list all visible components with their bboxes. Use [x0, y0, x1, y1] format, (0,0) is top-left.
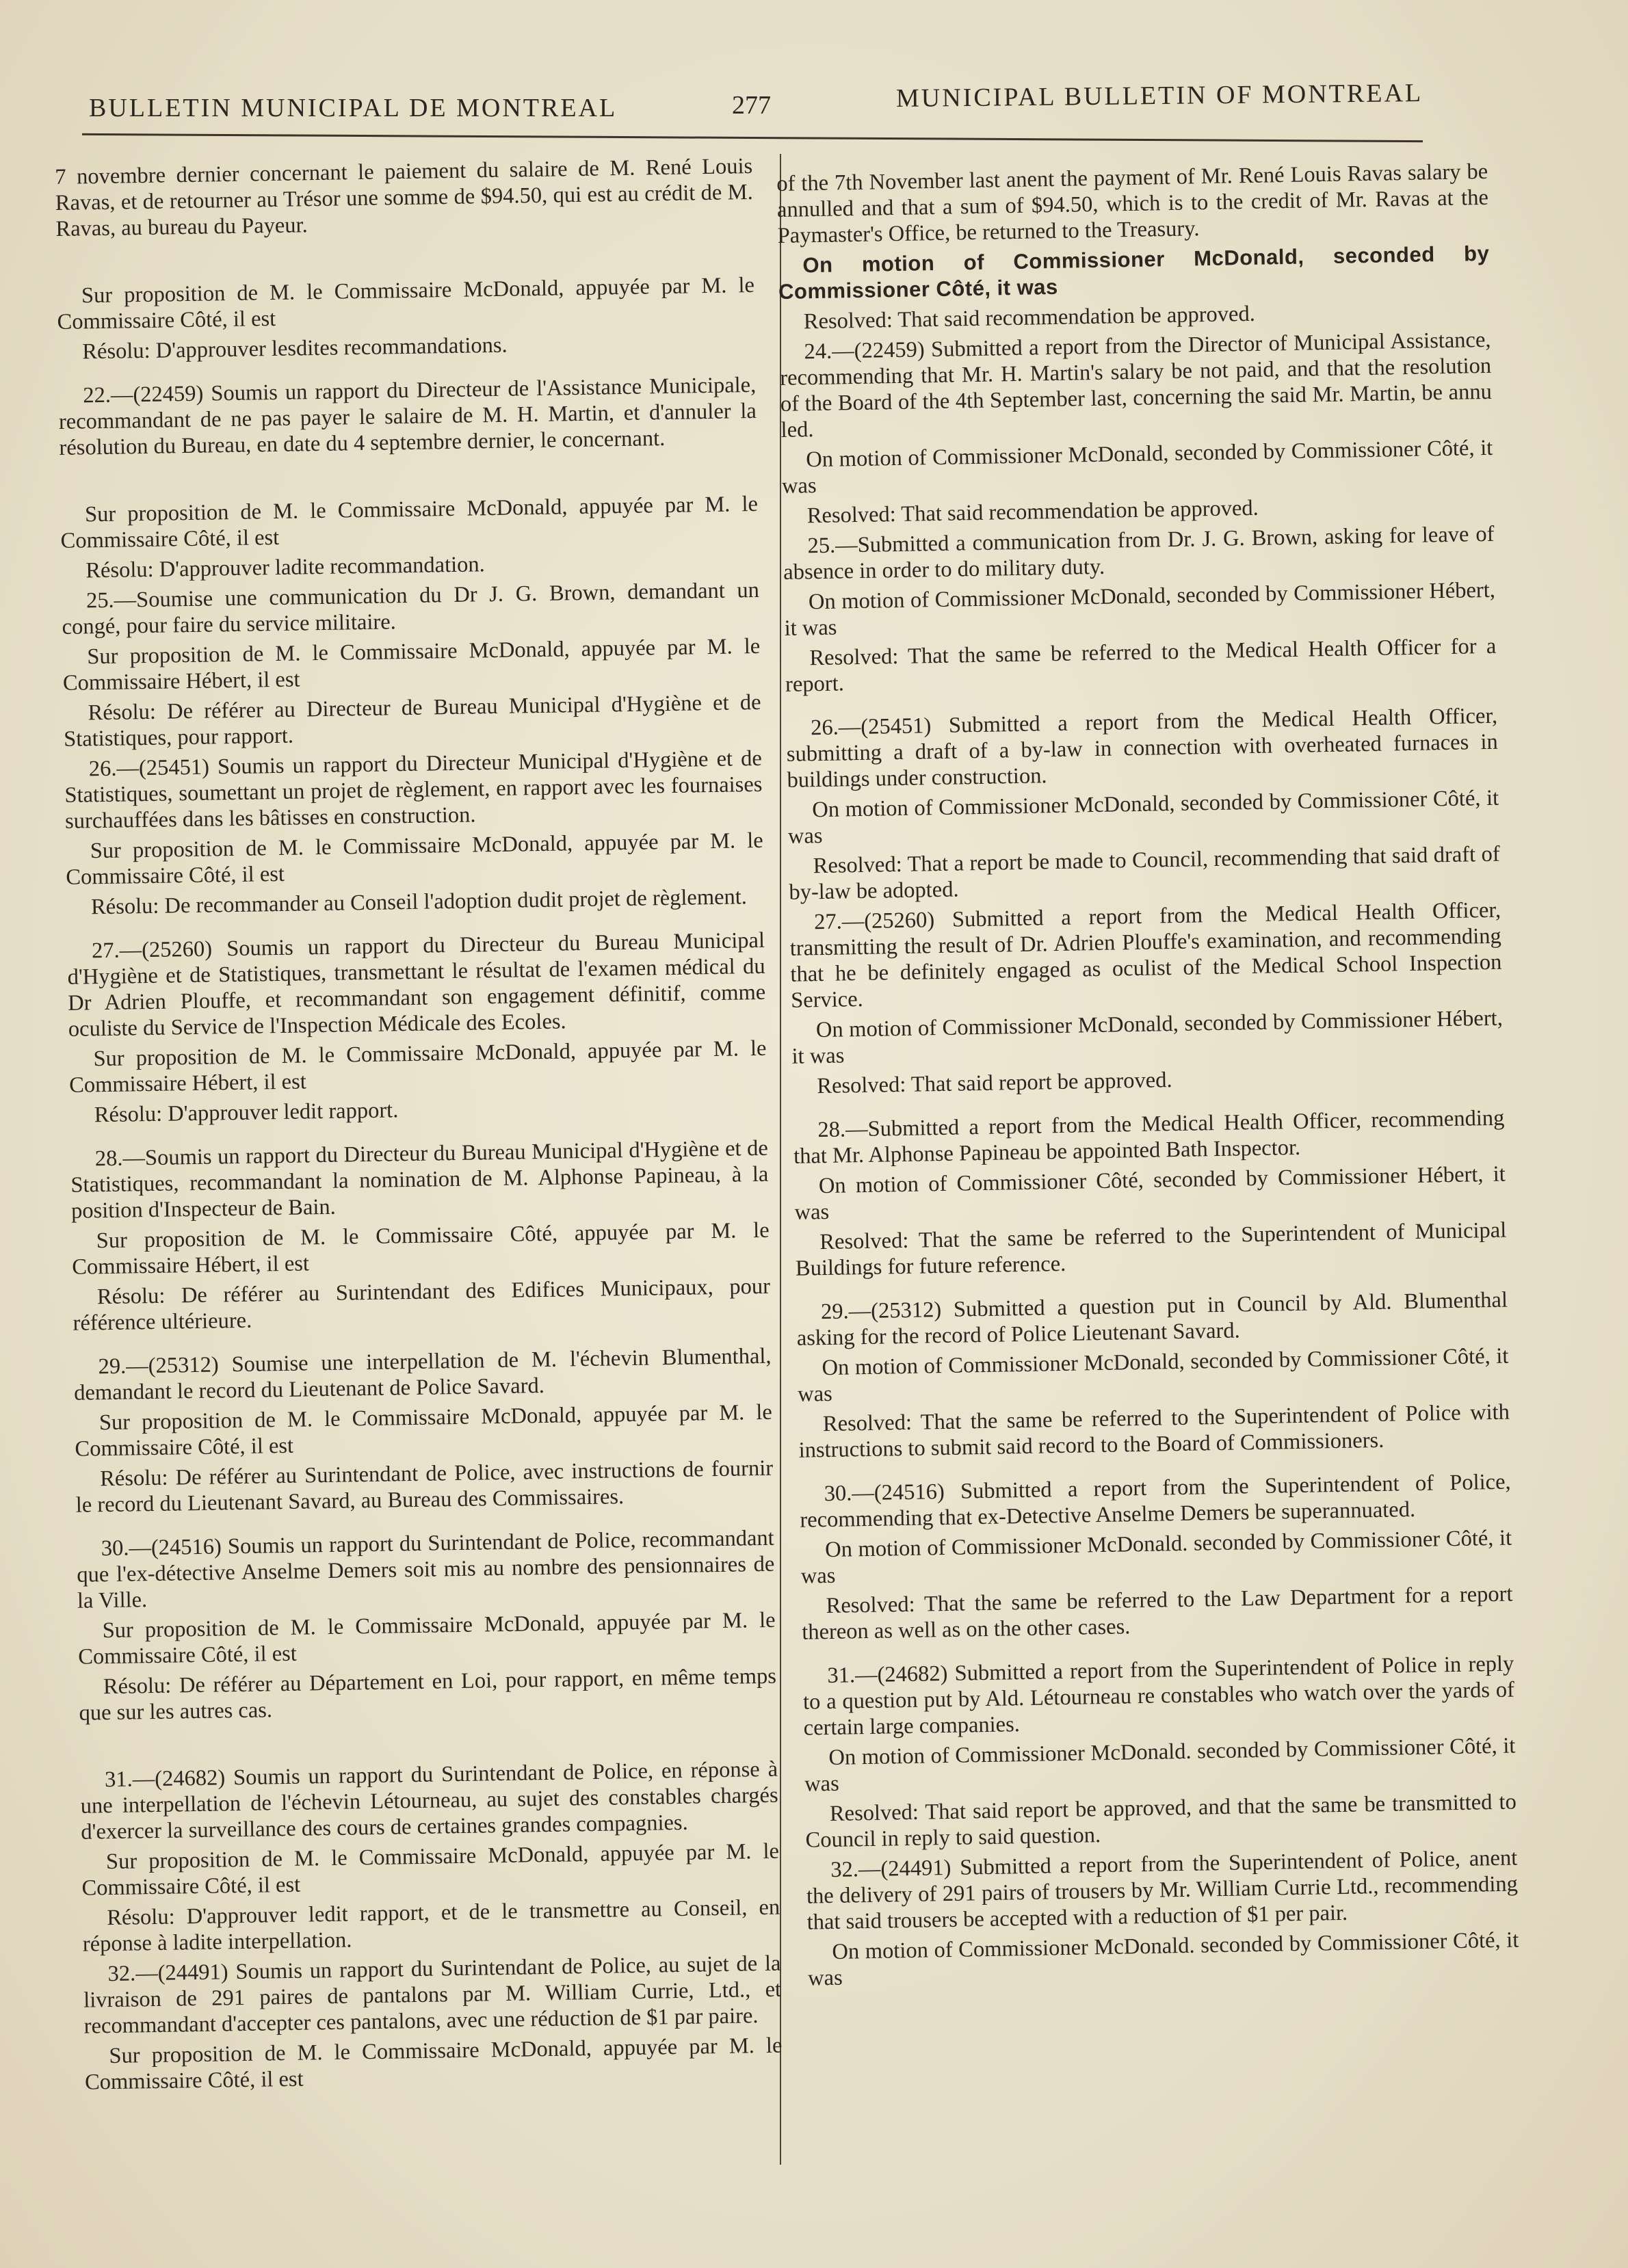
en-para: of the 7th November last anent the payment of Mr. René Louis Ravas salary be annulled and that a sum of $94.50, which is to the credit of Mr. Ravas at the Paymaster's Office, be returned to the Treasury.	[776, 159, 1489, 248]
en-para: 29.—(25312) Submitted a question put in Council by Ald. Blumenthal asking for the record of Police Lieutenant Savard.	[796, 1287, 1508, 1351]
fr-para: 29.—(25312) Soumise une interpellation de M. l'échevin Blumenthal, demandant le record du Lieutenant de Police Savard.	[73, 1343, 772, 1406]
en-para: 32.—(24491) Submitted a report from the Superintendent of Police, anent the delivery of 291 pairs of trousers by Mr. William Currie Ltd., recommending that said trousers be accepted with a reduction of $1 per pair.	[806, 1845, 1519, 1935]
fr-para: Résolu: De référer au Directeur de Bureau Municipal d'Hygiène et de Statistiques, pour rapport.	[63, 689, 761, 752]
en-para: 26.—(25451) Submitted a report from the Medical Health Officer, submitting a draft of a by-law in connection with overheated furnaces in buildings under construction.	[786, 703, 1499, 793]
fr-para: Sur proposition de M. le Commissaire McDonald, appuyée par M. le Commissaire Côté, il est	[57, 272, 755, 334]
fr-para: Sur proposition de M. le Commissaire Côté, appuyée par M. le Commissaire Hébert, il est	[72, 1217, 770, 1280]
fr-para: Sur proposition de M. le Commissaire McDonald, appuyée par M. le Commissaire Hébert, il est	[62, 633, 761, 696]
fr-para: Résolu: De recommander au Conseil l'adoption dudit projet de règlement.	[90, 884, 748, 920]
fr-para: Sur proposition de M. le Commissaire McDonald, appuyée par M. le Commissaire Côté, il est	[81, 1838, 780, 1901]
fr-para: 28.—Soumis un rapport du Directeur du Bureau Municipal d'Hygiène et de Statistiques, recommandant la nomination de M. Alphonse Papineau, à la position d'Inspecteur de Bain.	[70, 1135, 769, 1224]
en-para: 30.—(24516) Submitted a report from the Superintendent of Police, recommending that ex-Detective Anselme Demers be superannuated.	[800, 1469, 1511, 1533]
fr-para: Sur proposition de M. le Commissaire McDonald, appuyée par M. le Commissaire Côté, il est	[60, 491, 759, 553]
fr-para: Résolu: D'approuver ladite recommandation.	[86, 552, 486, 583]
french-column	[55, 153, 783, 2100]
en-para: On motion of Commissioner McDonald. seconded by Commissioner Côté, it was	[807, 1927, 1519, 1991]
fr-para: 26.—(25451) Soumis un rapport du Directeur Municipal d'Hygiène et de Statistiques, soumettant un projet de règlement, en rapport avec les fournaises surchauffées dans les bâtisses en construction.	[64, 746, 763, 834]
en-para: 28.—Submitted a report from the Medical Health Officer, recommending that Mr. Alphonse Papineau be appointed Bath Inspector.	[793, 1105, 1505, 1169]
en-para: Resolved: That said recommendation be approved.	[803, 301, 1256, 334]
en-para: 27.—(25260) Submitted a report from the Medical Health Officer, transmitting the result of Dr. Adrien Plouffe's examination, and recommending that he be definitely engaged as oculist of the Medical School Inspection Service.	[789, 897, 1502, 1013]
en-para: On motion of Commissioner McDonald. seconded by Commissioner Côté, it was	[804, 1733, 1516, 1797]
fr-para: 31.—(24682) Soumis un rapport du Surintendant de Police, en réponse à une interpellation de l'échevin Létourneau, au sujet des constables chargés d'exercer la surveillance des cours de certaines grandes compagnies.	[80, 1756, 778, 1845]
page-header	[89, 78, 1423, 135]
en-para: Resolved: That the same be referred to the Medical Health Officer for a report.	[785, 633, 1497, 697]
fr-para: Sur proposition de M. le Commissaire McDonald, appuyée par M. le Commissaire Hébert, il est	[68, 1036, 767, 1098]
fr-para: Résolu: De référer au Surintendant de Police, avec instructions de fournir le record du Lieutenant Savard, au Bureau des Commissaires.	[75, 1455, 774, 1518]
fr-para: Sur proposition de M. le Commissaire McDonald, appuyée par M. le Commissaire Côté, il est	[78, 1607, 776, 1670]
en-para: On motion of Commissioner McDonald, seconded by Commissioner Côté, it was	[781, 435, 1493, 499]
en-para: Resolved: That a report be made to Council, recommending that said draft of by-law be adopted.	[789, 841, 1500, 905]
en-para: On motion of Commissioner McDonald, seconded by Commissioner Côté, it was	[797, 1343, 1509, 1407]
en-para: On motion of Commissioner McDonald, seconded by Commissioner Hébert, it was	[791, 1005, 1504, 1069]
fr-para: Résolu: D'approuver ledit rapport.	[94, 1098, 399, 1128]
fr-para: 7 novembre dernier concernant le paiement du salaire de M. René Louis Ravas, et de retourner au Trésor une somme de $94.50, qui est au crédit de M. Ravas, au bureau du Payeur.	[55, 153, 754, 241]
header-english-title: MUNICIPAL BULLETIN OF MONTREAL	[895, 78, 1423, 114]
fr-para: 27.—(25260) Soumis un rapport du Directeur du Bureau Municipal d'Hygiène et de Statistiques, transmettant le résultat de l'examen médical du Dr Adrien Plouffe, et recommandant son engagement définitif, comme oculiste du Service de l'Inspection Médicale des Ecoles.	[67, 927, 766, 1042]
en-para: Resolved: That said report be approved.	[817, 1068, 1172, 1099]
en-para: 24.—(22459) Submitted a report from the Director of Municipal Assistance, recommending that Mr. H. Martin's salary be not paid, and that the resolution of the Board of the 4th September last, concerning the said Mr. Martin, be annu led.	[779, 327, 1493, 443]
fr-para: 25.—Soumise une communication du Dr J. G. Brown, demandant un congé, pour faire du service militaire.	[62, 577, 760, 639]
en-para: Resolved: That the same be referred to the Superintendent of Police with instructions to submit said record to the Board of Commissioners.	[798, 1399, 1510, 1463]
fr-para: Résolu: De référer au Surintendant des Edifices Municipaux, pour référence ultérieure.	[73, 1274, 771, 1336]
en-para: 31.—(24682) Submitted a report from the Superintendent of Police in reply to a question put by Ald. Létourneau re constables who watch over the yards of certain large companies.	[802, 1651, 1515, 1741]
en-para: Resolved: That said recommendation be approved.	[806, 495, 1259, 529]
en-para: On motion of Commissioner McDonald, seconded by Commissioner Hébert, it was	[784, 577, 1496, 641]
en-para: Resolved: That the same be referred to the Law Department for a report thereon as well as on the other cases.	[801, 1581, 1513, 1645]
en-para: On motion of Commissioner McDonald, seconded by Commissioner Côté, it was	[778, 241, 1490, 304]
en-para: On motion of Commissioner McDonald. seconded by Commissioner Côté, it was	[800, 1525, 1512, 1589]
fr-para: Résolu: De référer au Département en Loi, pour rapport, en même temps que sur les autres cas.	[79, 1663, 777, 1726]
fr-para: 32.—(24491) Soumis un rapport du Surintendant de Police, au sujet de la livraison de 291 paires de pantalons par M. William Currie, Ltd., et recommandant d'accepter ces pantalons, avec une réduction de $1 par paire.	[83, 1951, 782, 2039]
fr-para: 30.—(24516) Soumis un rapport du Surintendant de Police, recommandant que l'ex-détective Anselme Demers soit mis au nombre des pensionnaires de la Ville.	[77, 1525, 775, 1613]
page-number: 277	[732, 91, 771, 120]
english-column	[776, 159, 1519, 1996]
fr-para: Résolu: D'approuver lesdites recommandations.	[82, 332, 508, 365]
fr-para: Résolu: D'approuver ledit rapport, et de le transmettre au Conseil, en réponse à ladite interpellation.	[82, 1895, 780, 1957]
en-para: 25.—Submitted a communication from Dr. J. G. Brown, asking for leave of absence in order to do military duty.	[783, 521, 1495, 585]
fr-para: 22.—(22459) Soumis un rapport du Directeur de l'Assistance Municipale, recommandant de ne pas payer le salaire de M. H. Martin, et d'annuler la résolution du Bureau, en date du 4 septembre dernier, le concernant.	[58, 372, 757, 460]
fr-para: Sur proposition de M. le Commissaire McDonald, appuyée par M. le Commissaire Côté, il est	[66, 828, 763, 890]
en-para: On motion of Commissioner Côté, seconded by Commissioner Hébert, it was	[794, 1161, 1506, 1225]
fr-para: Sur proposition de M. le Commissaire McDonald, appuyée par M. le Commissaire Côté, il est	[75, 1399, 773, 1462]
en-para: Resolved: That said report be approved, and that the same be transmitted to Council in reply to said question.	[805, 1789, 1517, 1853]
fr-para: Sur proposition de M. le Commissaire McDonald, appuyée par M. le Commissaire Côté, il est	[84, 2033, 783, 2095]
header-french-title: BULLETIN MUNICIPAL DE MONTREAL	[89, 94, 618, 122]
en-para: On motion of Commissioner McDonald, seconded by Commissioner Côté, it was	[787, 785, 1499, 849]
en-para: Resolved: That the same be referred to the Superintendent of Municipal Buildings for future reference.	[795, 1217, 1507, 1281]
